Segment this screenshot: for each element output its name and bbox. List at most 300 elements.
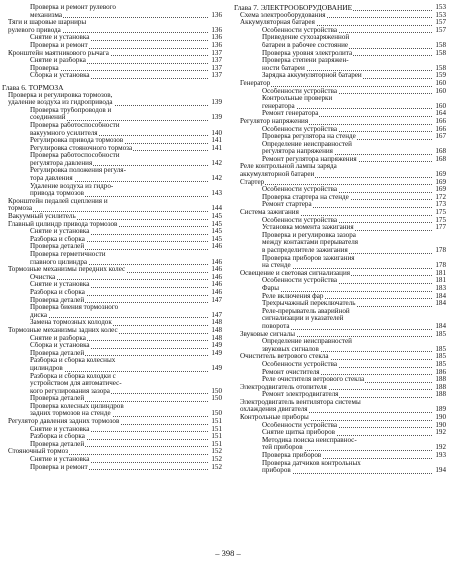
toc-entry	[0, 456, 222, 464]
toc-entry	[232, 262, 446, 270]
toc-page-number: 145	[211, 213, 222, 221]
toc-entry-title: Снятие щитка приборов	[262, 429, 335, 437]
toc-entry-title: Проверка и ремонт	[30, 41, 88, 49]
toc-entry-title: Реле включения фар	[262, 292, 324, 300]
toc-page-number: 145	[211, 228, 222, 236]
toc-entry-title: Проверка биения тормозного	[30, 304, 119, 312]
toc-page-number: 152	[211, 456, 222, 464]
dot-leader	[266, 285, 432, 292]
toc-page-number: 167	[435, 133, 446, 141]
toc-entry	[232, 65, 446, 73]
toc-entry-title: Разборка и сборка колесных	[30, 357, 116, 365]
toc-page-number: 166	[435, 125, 446, 133]
toc-entry	[232, 247, 446, 255]
toc-page-number: 148	[211, 334, 222, 342]
toc-entry-title: Разборка и сборка	[30, 235, 85, 243]
toc-entry-title: цилиндров	[30, 364, 63, 372]
toc-page-number: 153	[435, 11, 446, 19]
toc-entry-title: Тяги и шаровые шарниры	[8, 19, 87, 27]
dot-leader	[12, 205, 208, 212]
toc-entry	[0, 107, 222, 115]
toc-entry-title: Проверка и ремонт рулевого	[30, 4, 116, 11]
toc-entry	[232, 293, 446, 301]
toc-entry-title: Особенности устройства	[262, 186, 338, 194]
toc-page-number: 137	[211, 64, 222, 72]
toc-entry	[232, 467, 446, 475]
toc-entry-title: кого регулирования зазора	[30, 387, 110, 395]
toc-page-number: 140	[211, 129, 222, 137]
toc-entry-title: регулятора напряжения	[262, 148, 333, 156]
toc-entry	[232, 361, 446, 369]
toc-entry-title: Проверка герметичности	[30, 251, 106, 258]
toc-entry	[232, 308, 446, 316]
toc-entry-title: поворота	[262, 322, 290, 330]
toc-page-number: 157	[435, 19, 446, 27]
toc-entry-title: Стартер	[240, 178, 265, 186]
toc-entry	[232, 126, 446, 134]
toc-entry	[0, 335, 222, 343]
toc-entry-title: Ремонт электродвигателя	[262, 391, 339, 399]
toc-entry-title: Ремонт очистителя	[262, 368, 320, 376]
toc-page-number: 178	[435, 247, 446, 254]
toc-page-number: 152	[211, 448, 222, 456]
toc-entry	[232, 72, 446, 80]
toc-entry	[232, 452, 446, 460]
toc-entry-title: Регулятор давления задних тормозов	[8, 418, 120, 426]
toc-entry	[0, 190, 222, 198]
toc-entry	[232, 232, 446, 240]
toc-entry-title: Ремонт регулятора напряжения	[262, 155, 357, 163]
toc-entry-title: Особенности устройства	[262, 87, 338, 95]
toc-page-number: 177	[435, 224, 446, 232]
toc-entry	[232, 57, 446, 65]
toc-page-number: 136	[211, 11, 222, 19]
toc-entry	[0, 114, 222, 122]
toc-entry	[232, 406, 446, 414]
toc-page-number: 175	[435, 216, 446, 224]
toc-entry-title: Снятие и разборка	[30, 334, 86, 342]
toc-page-number: 151	[211, 418, 222, 426]
toc-entry	[0, 266, 222, 274]
toc-entry	[0, 57, 222, 65]
toc-entry-title: приборов	[262, 467, 291, 475]
toc-entry-title: Кронштейн маятникового рычага	[8, 49, 109, 57]
toc-entry-title: Главный цилиндр привода тормозов	[8, 220, 118, 228]
toc-entry	[232, 277, 446, 285]
toc-entry-title: Генератор	[240, 79, 271, 87]
toc-entry-title: Приведение сухозаряженной	[262, 34, 350, 42]
toc-entry-title: устройством для автоматичес-	[30, 380, 122, 388]
toc-entry-title: Определение неисправностей	[262, 338, 352, 346]
toc-entry-title: Проверка деталей	[30, 349, 85, 357]
toc-entry	[232, 27, 446, 35]
toc-page-number: 150	[211, 395, 222, 403]
toc-entry	[0, 152, 222, 160]
toc-page-number: 192	[435, 444, 446, 452]
toc-entry	[0, 357, 222, 365]
toc-entry-title: Проверка трубопроводов и	[30, 106, 112, 114]
toc-entry	[0, 228, 222, 236]
toc-page-number: 181	[435, 269, 446, 277]
toc-entry	[0, 34, 222, 42]
toc-page-number: 189	[435, 406, 446, 414]
toc-page-number: 150	[211, 410, 222, 418]
toc-page-number: 175	[435, 209, 446, 217]
toc-entry-title: Особенности устройства	[262, 421, 338, 429]
toc-entry	[232, 50, 446, 58]
toc-entry	[232, 95, 446, 103]
toc-entry	[0, 350, 222, 358]
toc-entry-title: Система зажигания	[240, 209, 299, 217]
chapter-heading	[0, 84, 222, 92]
toc-entry-title: Замена тормозных колодок	[30, 319, 112, 327]
toc-page-number: 184	[435, 322, 446, 330]
toc-page-number: 186	[435, 368, 446, 376]
toc-entry-title: Реле-прерыватель аварийной	[262, 307, 350, 315]
toc-entry-title: Сборка и установка	[30, 72, 90, 80]
toc-page-number: 137	[211, 49, 222, 57]
toc-page-number: 169	[435, 186, 446, 194]
toc-entry-title: Зарядка аккумуляторной батареи	[262, 72, 362, 80]
toc-entry-title: Разборка и сборка колодки с	[30, 372, 116, 380]
toc-entry	[0, 251, 222, 259]
toc-entry-title: ности батареи	[262, 64, 305, 72]
toc-entry	[0, 12, 222, 20]
toc-page-number: 168	[435, 148, 446, 156]
toc-entry	[0, 433, 222, 441]
toc-entry	[232, 80, 446, 88]
toc-entry-title: Стояночный тормоз	[8, 448, 69, 456]
toc-entry	[0, 130, 222, 138]
toc-entry-title: звуковых сигналов	[262, 345, 319, 353]
toc-page-number: 145	[211, 235, 222, 243]
toc-entry-title: Снятие и установка	[30, 34, 90, 42]
toc-page-number: 137	[211, 72, 222, 80]
toc-page-number: 139	[211, 114, 222, 122]
toc-page-number: 146	[211, 243, 222, 251]
toc-page-number: 146	[211, 281, 222, 289]
toc-entry-title: Проверка деталей	[30, 243, 85, 251]
toc-entry-title: Проверка работоспособности	[30, 152, 120, 160]
chapter-heading	[232, 4, 446, 12]
toc-entry	[0, 175, 222, 183]
toc-entry	[0, 274, 222, 282]
toc-entry-title: Снятие и установка	[30, 281, 90, 289]
dot-leader	[244, 179, 432, 186]
toc-entry	[0, 410, 222, 418]
toc-entry	[0, 373, 222, 381]
toc-entry	[232, 369, 446, 377]
toc-page-number: 184	[435, 300, 446, 308]
toc-entry	[0, 281, 222, 289]
toc-entry-title: Фары	[262, 284, 280, 292]
toc-entry-title: соединений	[30, 114, 66, 122]
toc-entry	[232, 156, 446, 164]
toc-entry-title: Очистка	[30, 273, 56, 281]
toc-entry	[232, 300, 446, 308]
toc-entry-title: Схема электрооборудования	[240, 11, 326, 19]
toc-entry-title: Разборка и сборка	[30, 433, 85, 441]
toc-entry	[232, 437, 446, 445]
toc-page-number: 164	[435, 110, 446, 118]
toc-entry-title: Регулировка привода тормозов	[30, 137, 124, 145]
toc-entry	[0, 464, 222, 472]
toc-entry-title: вакуумного усилителя	[30, 129, 98, 137]
toc-page-number: 149	[211, 349, 222, 357]
toc-entry-title: Звуковые сигналы	[240, 330, 296, 338]
toc-entry	[0, 259, 222, 267]
toc-entry-title: Проверка работоспособности	[30, 121, 120, 129]
toc-entry	[232, 270, 446, 278]
toc-page-number: 190	[435, 421, 446, 429]
toc-entry-title: Проверка степени разряжен-	[262, 57, 349, 65]
toc-page-number: 185	[435, 345, 446, 353]
toc-entry-title: тей приборов	[262, 444, 303, 452]
toc-entry	[232, 133, 446, 141]
toc-entry-title: Вакуумный усилитель	[8, 213, 76, 221]
toc-entry-title: Установка момента зажигания	[262, 224, 354, 232]
toc-page-number: 150	[211, 387, 222, 395]
toc-entry	[0, 160, 222, 168]
toc-entry	[0, 221, 222, 229]
toc-page-number: 151	[211, 440, 222, 448]
toc-entry	[232, 186, 446, 194]
toc-page-number: 142	[211, 175, 222, 183]
toc-entry	[0, 388, 222, 396]
toc-entry	[0, 304, 222, 312]
toc-entry-title: Глава 6. ТОРМОЗА	[2, 83, 64, 92]
toc-page-number: 146	[211, 288, 222, 296]
toc-entry-title: Определение неисправностей	[262, 140, 352, 148]
toc-page-number: 142	[211, 159, 222, 167]
toc-entry-title: главного цилиндра	[30, 258, 88, 266]
toc-entry-title: Проверка деталей	[30, 395, 85, 403]
toc-entry-title: регулятора давления	[30, 159, 93, 167]
toc-entry-title: Методика поиска неисправнос-	[262, 436, 357, 444]
toc-page-number: 152	[211, 463, 222, 471]
toc-page-number: 151	[211, 425, 222, 433]
toc-entry	[232, 414, 446, 422]
toc-entry	[232, 217, 446, 225]
toc-entry-title: Ремонт стартера	[262, 201, 312, 209]
toc-entry	[232, 209, 446, 217]
toc-entry	[232, 179, 446, 187]
toc-entry-title: Ремонт генератора	[262, 110, 319, 118]
toc-entry-title: сигнализации и указателей	[262, 315, 344, 323]
toc-page-number: 168	[435, 155, 446, 163]
toc-entry-title: механизма	[30, 11, 63, 19]
toc-page-number: 136	[211, 26, 222, 34]
toc-entry	[232, 171, 446, 179]
toc-entry-title: Проверка стартера на стенде	[262, 193, 349, 201]
toc-entry	[232, 384, 446, 392]
toc-page-number: 148	[211, 326, 222, 334]
toc-page-number: 144	[211, 205, 222, 213]
toc-entry-title: рулевого привода	[8, 26, 61, 34]
toc-entry	[0, 72, 222, 80]
toc-entry-title: Проверка уровня электролита	[262, 49, 353, 57]
toc-entry-title: задних тормозов на стенде	[30, 410, 111, 418]
toc-entry-title: Трехрычажный переключатель	[262, 300, 356, 308]
toc-page-number: 149	[211, 364, 222, 372]
toc-page-number: 137	[211, 57, 222, 65]
toc-entry	[232, 34, 446, 42]
toc-page-number: 158	[435, 64, 446, 72]
toc-page-number: 184	[435, 292, 446, 300]
toc-entry	[232, 338, 446, 346]
toc-entry	[0, 403, 222, 411]
toc-entry-title: Проверка регулятора на стенде	[262, 133, 356, 141]
toc-entry	[0, 145, 222, 153]
toc-entry	[232, 110, 446, 118]
toc-entry	[232, 239, 446, 247]
toc-entry	[0, 342, 222, 350]
toc-entry-title: Проверка деталей	[30, 296, 85, 304]
toc-entry-title: Проверка приборов зажигания	[262, 254, 355, 262]
toc-entry-title: привода тормозов	[30, 190, 84, 198]
toc-entry	[232, 19, 446, 27]
toc-page-number: 159	[435, 72, 446, 80]
toc-entry	[0, 122, 222, 130]
toc-entry-title: тормоза	[8, 205, 32, 213]
toc-page-number: 169	[435, 178, 446, 186]
toc-entry	[0, 183, 222, 191]
toc-entry	[0, 365, 222, 373]
toc-page-number: 149	[211, 342, 222, 350]
toc-entry	[232, 141, 446, 149]
toc-page-number: 158	[435, 49, 446, 57]
toc-page-number: 193	[435, 452, 446, 460]
toc-page-number: 136	[211, 41, 222, 49]
toc-entry-title: Тормозные механизмы передних колес	[8, 266, 126, 274]
toc-entry	[232, 118, 446, 126]
toc-page-number: 192	[435, 429, 446, 437]
toc-entry-title: Электродвигатель вентилятора системы	[240, 398, 361, 406]
toc-page-number: 136	[211, 34, 222, 42]
toc-page-number: 146	[211, 266, 222, 274]
toc-entry	[0, 319, 222, 327]
toc-page-number: 190	[435, 414, 446, 422]
toc-entry-title: Регулятор напряжения	[240, 117, 309, 125]
toc-entry	[0, 448, 222, 456]
toc-page-number: 169	[435, 171, 446, 179]
toc-entry	[232, 331, 446, 339]
toc-entry-title: Аккумуляторная батарея	[240, 19, 315, 27]
toc-entry	[0, 236, 222, 244]
toc-page-number: 141	[211, 144, 222, 152]
dot-leader	[266, 323, 432, 330]
toc-entry	[0, 312, 222, 320]
toc-entry-title: между контактами прерывателя	[262, 239, 359, 247]
toc-entry-title: аккумуляторной батареи	[240, 171, 315, 179]
toc-page-number: 151	[211, 433, 222, 441]
toc-page-number: 188	[435, 376, 446, 384]
toc-entry-title: Регулировка положения регуля-	[30, 167, 126, 175]
toc-entry	[232, 422, 446, 430]
toc-entry-title: Снятие и разборка	[30, 57, 86, 65]
toc-entry-title: на стенде	[262, 262, 291, 270]
toc-page-number: 185	[435, 360, 446, 368]
toc-page-number: 148	[211, 319, 222, 327]
toc-entry	[232, 399, 446, 407]
toc-entry-title: Проверка приборов	[262, 452, 322, 460]
toc-entry-title: Реле очистителя ветрового стекла	[262, 376, 365, 384]
toc-entry	[0, 426, 222, 434]
toc-entry	[0, 198, 222, 206]
toc-entry-title: Сборка и установка	[30, 342, 90, 350]
toc-page-number: 158	[435, 41, 446, 49]
toc-entry	[232, 376, 446, 384]
dot-leader	[244, 80, 432, 87]
page-number: – 398 –	[215, 548, 241, 558]
toc-entry-title: Разборка и сборка	[30, 288, 85, 296]
toc-entry	[232, 194, 446, 202]
toc-left-column	[0, 0, 222, 471]
toc-entry-title: Особенности устройства	[262, 26, 338, 34]
toc-entry	[232, 346, 446, 354]
toc-entry	[0, 167, 222, 175]
toc-entry	[232, 429, 446, 437]
toc-entry	[232, 353, 446, 361]
toc-entry-title: Очиститель ветрового стекла	[240, 353, 329, 361]
toc-entry-title: Проверка датчиков контрольных	[262, 459, 361, 467]
toc-entry	[0, 4, 222, 12]
toc-entry-title: Проверка колесных цилиндров	[30, 402, 124, 410]
toc-entry-title: Проверка деталей	[30, 440, 85, 448]
dot-leader	[34, 65, 208, 72]
toc-entry-title: батареи в рабочее состояние	[262, 41, 349, 49]
toc-entry	[0, 297, 222, 305]
toc-entry-title: Снятие и установка	[30, 425, 90, 433]
toc-page-number: 147	[211, 311, 222, 319]
toc-page-number: 157	[435, 26, 446, 34]
toc-entry	[232, 148, 446, 156]
toc-entry	[0, 19, 222, 27]
toc-entry-title: охлаждения двигателя	[240, 406, 308, 414]
toc-entry-title: Снятие и установка	[30, 228, 90, 236]
toc-page-number: 185	[435, 353, 446, 361]
toc-entry-title: Регулировка стояночного тормоза	[30, 144, 133, 152]
toc-page-number: 178	[435, 262, 446, 270]
toc-entry	[232, 460, 446, 468]
toc-entry	[232, 42, 446, 50]
toc-entry	[232, 391, 446, 399]
toc-page-number: 147	[211, 296, 222, 304]
toc-page-number: 143	[211, 190, 222, 198]
toc-entry-title: Удаление воздуха из гидро-	[30, 182, 114, 190]
dot-leader	[34, 312, 208, 319]
toc-entry-title: Освещение и световая сигнализация	[240, 269, 351, 277]
toc-entry-title: в распределителе зажигания	[262, 247, 348, 254]
toc-entry	[0, 243, 222, 251]
toc-page-number: 146	[211, 273, 222, 281]
toc-entry	[0, 92, 222, 100]
toc-page-number: 181	[435, 277, 446, 285]
toc-entry	[0, 395, 222, 403]
toc-entry	[0, 137, 222, 145]
toc-entry	[232, 255, 446, 263]
toc-entry	[0, 65, 222, 73]
toc-page-number: 141	[211, 137, 222, 145]
toc-entry	[0, 289, 222, 297]
toc-page-number: 153	[435, 4, 446, 11]
toc-entry-title: Реле контрольной лампы заряда	[240, 163, 337, 171]
toc-page-number: 188	[435, 383, 446, 391]
toc-entry-title: Проверка и ремонт	[30, 463, 88, 471]
toc-entry	[232, 163, 446, 171]
toc-entry	[0, 213, 222, 221]
toc-entry-title: Проверка и регулировка тормозов,	[8, 91, 113, 99]
